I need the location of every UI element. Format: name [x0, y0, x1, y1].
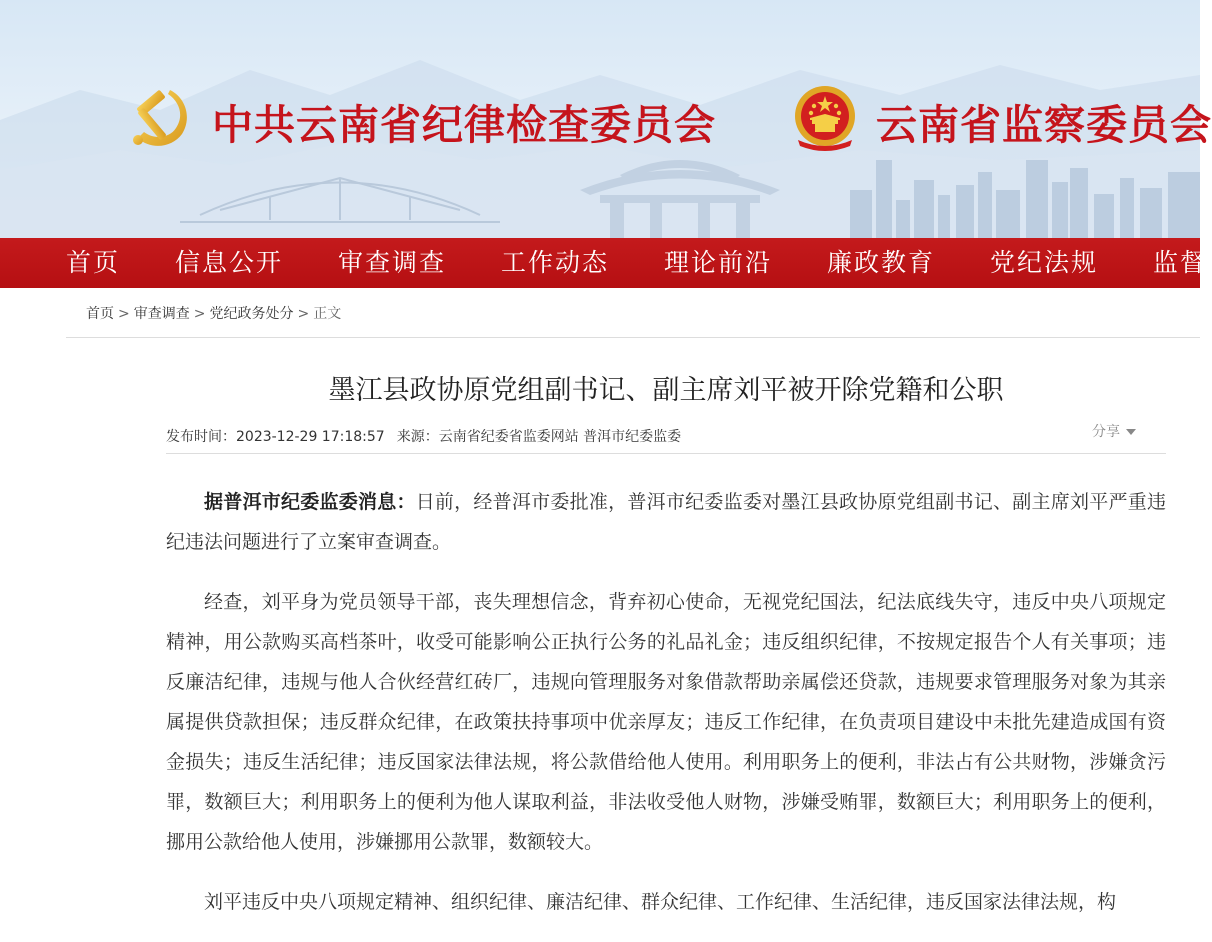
share-label: 分享 — [1092, 424, 1120, 440]
article-paragraph — [166, 582, 1166, 862]
nav-item-review[interactable]: 审查调查 — [338, 248, 447, 277]
article-paragraph — [166, 882, 1166, 922]
publish-time-label: 发布时间： — [166, 429, 236, 445]
breadcrumb-separator: > — [118, 306, 130, 322]
article-title: 墨江县政协原党组副书记、副主席刘平被开除党籍和公职 — [328, 375, 1004, 406]
paragraph-lead: 据普洱市纪委监委消息： — [204, 491, 416, 513]
national-emblem-icon — [792, 82, 858, 152]
article-source: 云南省纪委省监委网站 普洱市纪委监委 — [438, 429, 682, 445]
nav-item-regulations[interactable]: 党纪法规 — [990, 248, 1099, 277]
nav-item-theory[interactable]: 理论前沿 — [664, 248, 773, 277]
paragraph-text: 日前，经普洱市委批准，普洱市纪委监委对墨江县政协原党组副书记、副主席刘平严重违纪违法问题进行了立案审查调查。 — [166, 491, 1166, 553]
main-nav — [0, 238, 1208, 288]
site-title-commission: 中共云南省纪律检查委员会 — [212, 101, 716, 149]
breadcrumb-home[interactable]: 首页 — [86, 306, 114, 322]
site-banner — [0, 0, 1212, 238]
article-body — [166, 482, 1166, 942]
breadcrumb-separator: > — [193, 306, 206, 322]
nav-item-info[interactable]: 信息公开 — [175, 248, 284, 277]
breadcrumb-divider — [66, 337, 1200, 338]
share-dropdown[interactable] — [1092, 421, 1136, 441]
breadcrumb-discipline[interactable]: 党纪政务处分 — [209, 306, 294, 322]
hammer-sickle-icon — [126, 84, 194, 152]
breadcrumb-separator: > — [297, 306, 310, 322]
article-meta — [166, 426, 681, 446]
publish-time: 2023-12-29 17:18:57 — [236, 429, 385, 445]
caret-down-icon — [1126, 429, 1136, 435]
article-paragraph — [166, 482, 1166, 562]
nav-item-education[interactable]: 廉政教育 — [827, 248, 936, 277]
nav-item-supervision[interactable]: 监督 — [1153, 248, 1208, 277]
site-title-supervision: 云南省监察委员会 — [876, 101, 1212, 149]
breadcrumb — [86, 303, 341, 323]
meta-divider — [166, 453, 1166, 454]
breadcrumb-current: 正文 — [313, 306, 342, 322]
nav-item-home[interactable]: 首页 — [66, 248, 121, 277]
nav-item-work-news[interactable]: 工作动态 — [501, 248, 610, 277]
paragraph-text: 经查，刘平身为党员领导干部，丧失理想信念，背弃初心使命，无视党纪国法，纪法底线失守，违反中央八项规定精神，用公款购买高档茶叶，收受可能影响公正执行公务的礼品礼金；违反组织纪律，不按规定报告个人有关事项；违反廉洁纪律，违规与他人合伙经营红砖厂，违规向管理服务对象借款帮助亲属偿还贷款，违规要求管理服务对象为其亲属提供贷款担保；违反群众纪律，在政策扶持事项中优亲厚友；违反工作纪律，在负责项目建设中未批先建造成国有资金损失；违反生活纪律；违反国家法律法规，将公款借给他人使用。利用职务上的便利，非法占有公共财物，涉嫌贪污罪，数额巨大；利用职务上的便利为他人谋取利益，非法收受他人财物，涉嫌受贿罪，数额巨大；利用职务上的便利，挪用公款给他人使用，涉嫌挪用公款罪，数额较大。 — [166, 591, 1166, 853]
source-label: 来源： — [396, 429, 439, 445]
breadcrumb-review[interactable]: 审查调查 — [133, 306, 190, 322]
paragraph-text: 刘平违反中央八项规定精神、组织纪律、廉洁纪律、群众纪律、工作纪律、生活纪律，违反国家法律法规，构 — [204, 891, 1117, 913]
